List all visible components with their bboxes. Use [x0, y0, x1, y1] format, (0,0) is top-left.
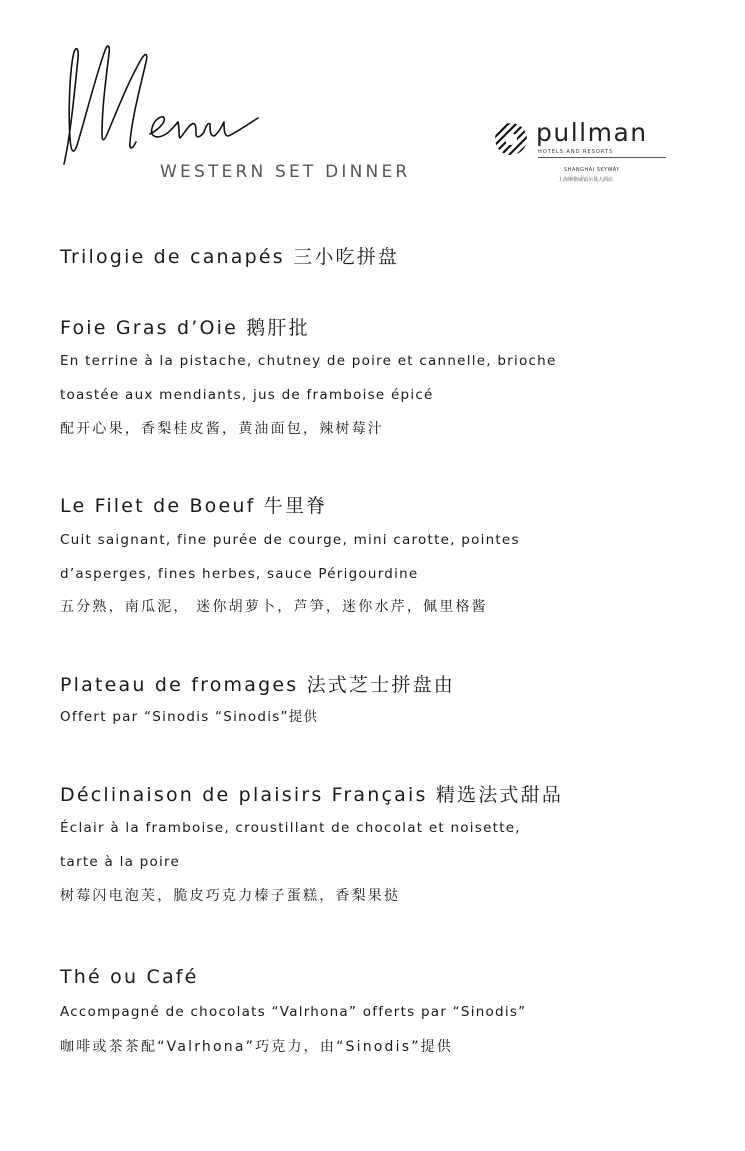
- course-title: Thé ou Café: [60, 966, 199, 988]
- course-the-ou-cafe: [60, 966, 527, 1055]
- course-description-line: Offert par “Sinodis “Sinodis”提供: [60, 709, 319, 725]
- course-description-line: toastée aux mendiants, jus de framboise épicé: [60, 387, 434, 403]
- course-title: Le Filet de Boeuf 牛里脊: [60, 495, 328, 517]
- logo-tagline: HOTELS AND RESORTS: [538, 149, 614, 155]
- course-description-line: En terrine à la pistache, chutney de poire et cannelle, brioche: [60, 353, 557, 369]
- course-description-cn: 咖啡或茶茶配“Valrhona”巧克力，由“Sinodis”提供: [60, 1039, 454, 1055]
- course-description-line: tarte à la poire: [60, 854, 181, 870]
- menu-script-title: [58, 38, 273, 178]
- menu-subtitle: WESTERN SET DINNER: [160, 162, 411, 182]
- logo-divider: [538, 157, 666, 158]
- course-title: Déclinaison de plaisirs Français 精选法式甜品: [60, 784, 564, 806]
- logo-location: SHANGHAI SKYWAY: [564, 167, 620, 173]
- pullman-logo-icon: [494, 122, 528, 156]
- course-description-cn: 配开心果，香梨桂皮酱，黄油面包，辣树莓汁: [60, 421, 384, 437]
- course-description-line: d’asperges, fines herbes, sauce Périgourdine: [60, 566, 419, 582]
- course-description-line: Accompagné de chocolats “Valrhona” offerts par “Sinodis”: [60, 1004, 527, 1020]
- logo-wordmark: pullman: [536, 118, 648, 147]
- course-description-cn: 五分熟，南瓜泥， 迷你胡萝卜，芦笋，迷你水芹，佩里格酱: [60, 599, 488, 615]
- pullman-logo: [494, 120, 674, 190]
- course-foie-gras: [60, 317, 557, 437]
- course-canapes: [60, 248, 399, 267]
- logo-location-cn: 上海斯格威铂尔曼大酒店: [558, 177, 614, 183]
- course-fromages: [60, 674, 455, 725]
- course-desserts: [60, 784, 564, 904]
- course-title: Trilogie de canapés 三小吃拼盘: [60, 246, 400, 268]
- course-description-cn: 树莓闪电泡芙，脆皮巧克力榛子蛋糕，香梨果挞: [60, 888, 401, 904]
- course-filet-de-boeuf: [60, 495, 520, 615]
- course-description-line: Cuit saignant, fine purée de courge, mini carotte, pointes: [60, 532, 520, 548]
- course-title: Plateau de fromages 法式芝士拼盘由: [60, 674, 455, 696]
- course-title: Foie Gras d’Oie 鹅肝批: [60, 317, 310, 339]
- course-description-line: Éclair à la framboise, croustillant de chocolat et noisette,: [60, 820, 521, 836]
